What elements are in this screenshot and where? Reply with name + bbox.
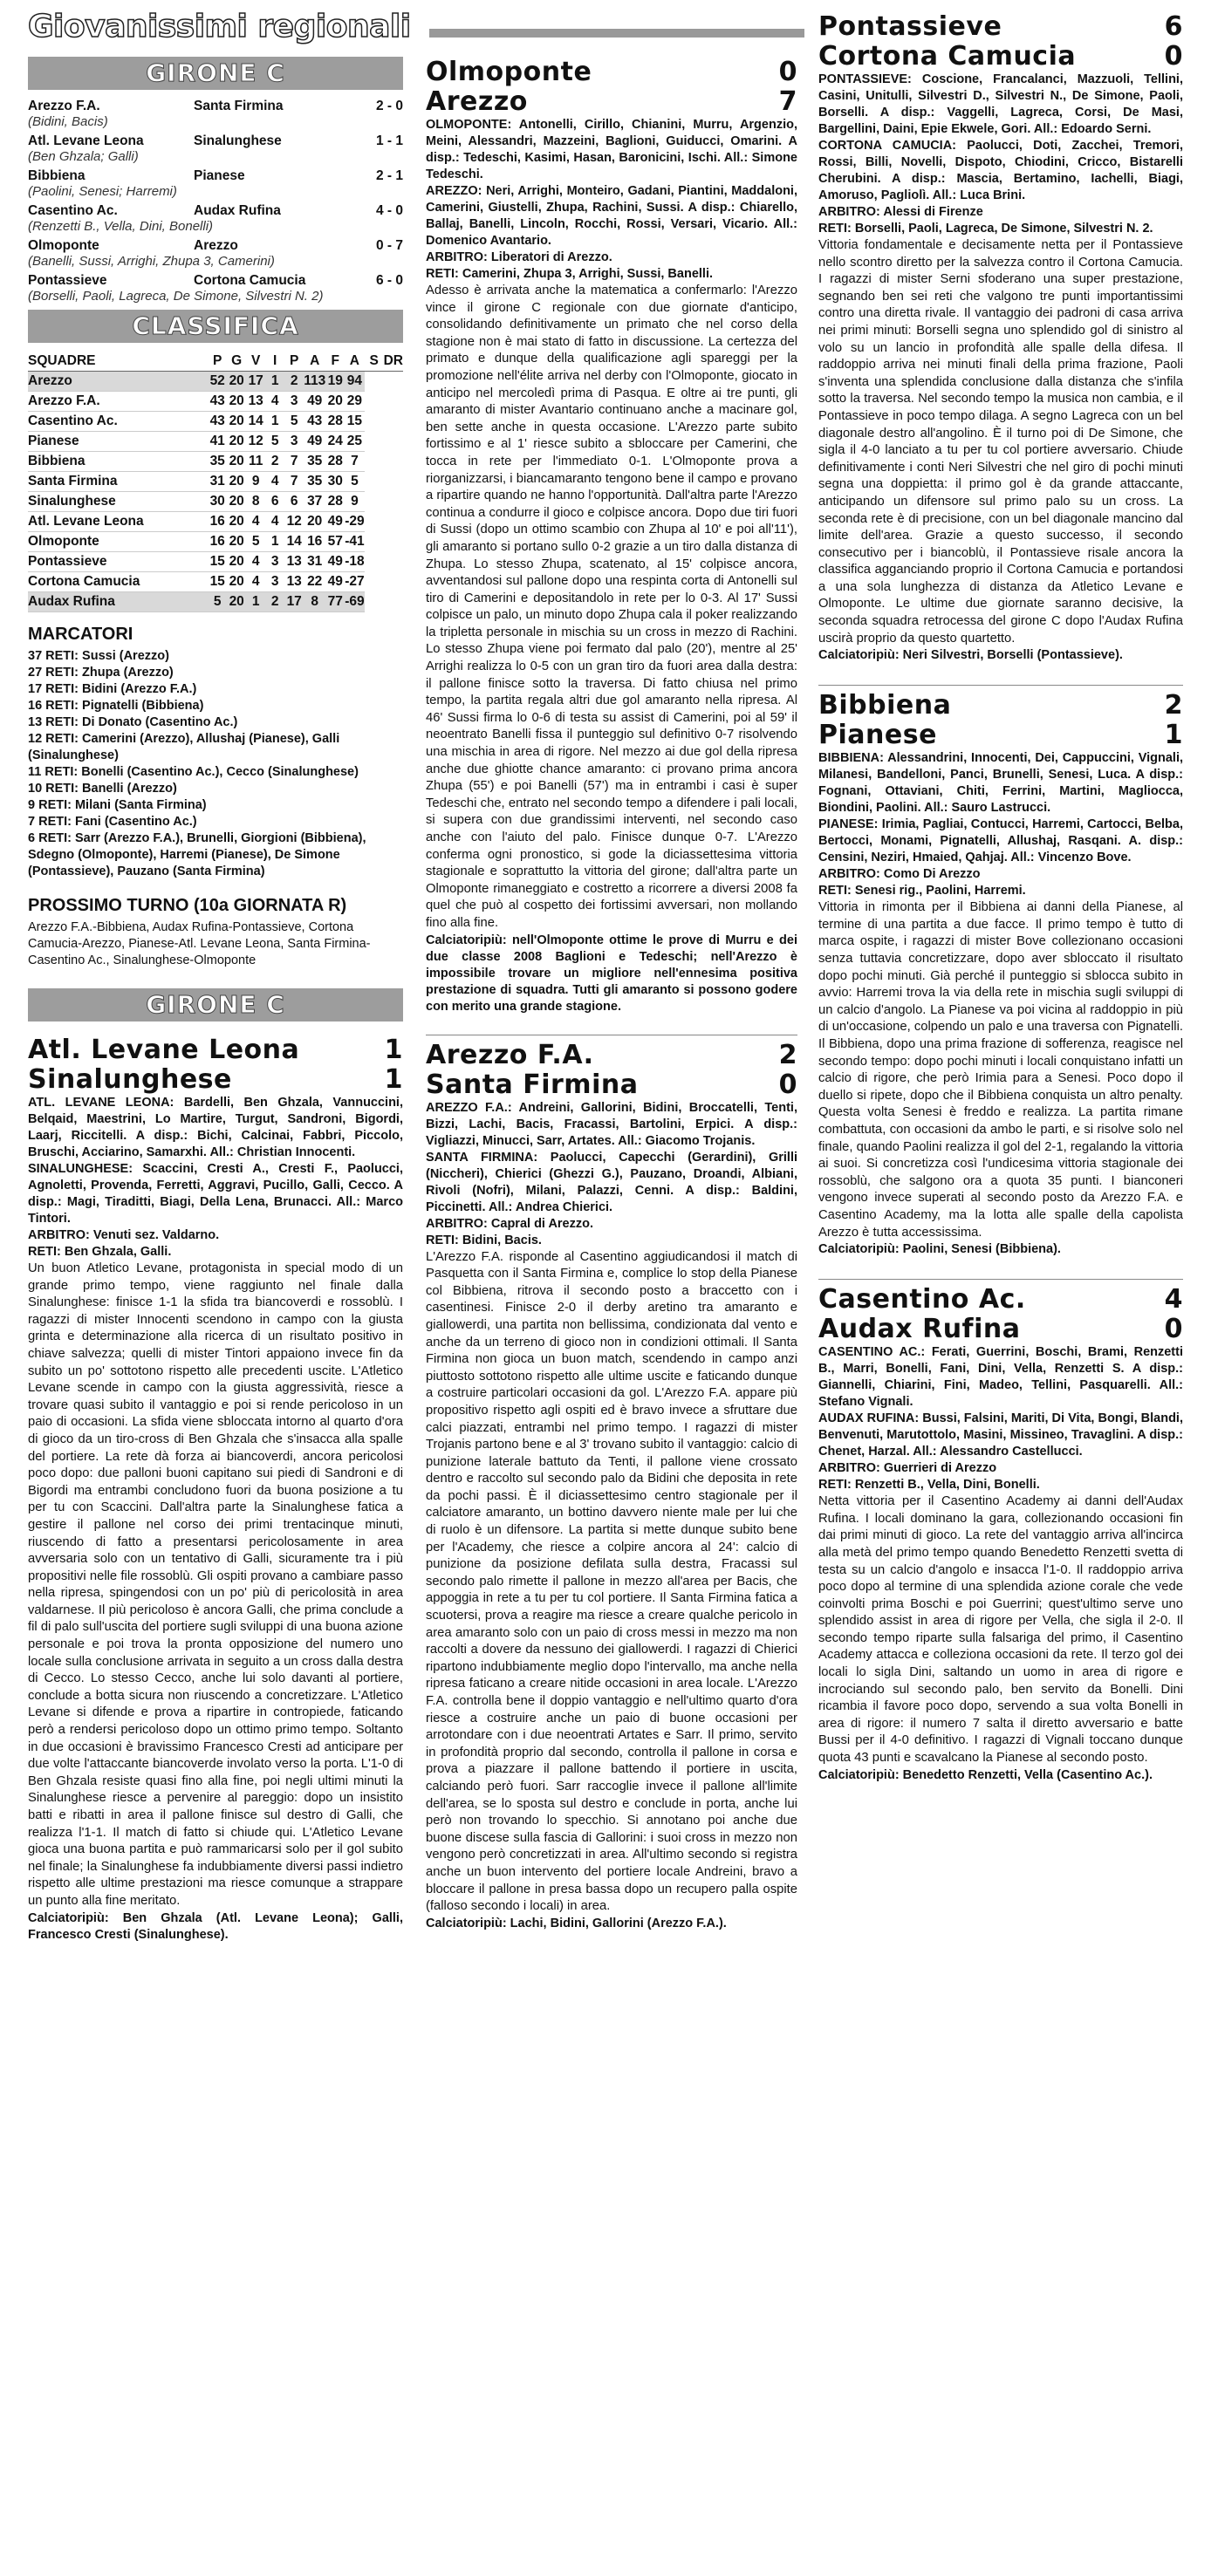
- stat-goals-for: 16: [304, 532, 325, 552]
- stat-lost: 7: [284, 472, 304, 492]
- scorers-list: [28, 648, 403, 880]
- stat-lost: 7: [284, 452, 304, 472]
- stat-played: 20: [227, 432, 246, 452]
- away-team: Pianese: [194, 168, 245, 183]
- formation-home: AREZZO F.A.: Andreini, Gallorini, Bidini, Broccatelli, Tenti, Bizzi, Lachi, Bacis, Fracassi, Bartolini, Erpici. A disp.: Vigliazzi, Minucci, Sarr, Artates. All.: Giacomo Trojanis.: [426, 1100, 797, 1148]
- stat-drawn: 4: [265, 392, 284, 412]
- standings-band: CLASSIFICA: [28, 310, 403, 343]
- home-name: Arezzo F.A.: [426, 1039, 594, 1070]
- section-rubric: Giovanissimi regionali: [28, 9, 411, 44]
- column-1: [28, 9, 411, 1944]
- referee: ARBITRO: Liberatori di Arezzo.: [426, 250, 612, 264]
- stat-drawn: 3: [265, 572, 284, 592]
- match-away: [818, 42, 1183, 72]
- stat-played: 20: [227, 512, 246, 532]
- stat-goals-for: 37: [304, 492, 325, 512]
- result-row: [28, 168, 403, 200]
- stat-goals-for: 20: [304, 512, 325, 532]
- goals: RETI: Borselli, Paoli, Lagreca, De Simone, Silvestri N. 2.: [818, 222, 1153, 236]
- scorers: (Borselli, Paoli, Lagreca, De Simone, Silvestri N. 2): [28, 289, 324, 304]
- stat-drawn: 4: [265, 512, 284, 532]
- scorer-line: 13 RETI: Di Donato (Casentino Ac.): [28, 715, 238, 729]
- match-away: [426, 87, 797, 117]
- best-players: Calciatoripiù: Benedetto Renzetti, Vella (Casentino Ac.).: [818, 1767, 1153, 1782]
- result-row: [28, 238, 403, 270]
- away-score: 1: [1164, 720, 1183, 751]
- stat-played: 20: [227, 552, 246, 572]
- standings-table: [28, 352, 403, 612]
- team-points: 15: [208, 572, 227, 592]
- stat-goals-for: 35: [304, 452, 325, 472]
- match-report: Un buon Atletico Levane, protagonista in special modo di un grande primo tempo, viene raggiunto nel finale dalla Sinalunghese: finisce 1-1 la sfida tra biancoverdi e rossoblù. I ragazzi di mister Innocenti scendono in campo con la giusta grinta e determinazione alla ricerca di un risultato positivo in chiave salvezza; quelli di mister Tintori appaiono invece fin da subito un po' sottotono rispetto alle precedenti uscite. L'Atletico Levane scende in campo con la giusta aggressività, riesce a trovare quasi subito il vantaggio e poi si rende pericoloso in un paio di occasioni. La sfida viene sbloccata intorno al quarto d'ora di gioco da un tiro-cross di Ben Ghzala che s'insacca alla spalle del portiere. La rete dà forza ai biancoverdi, ancora pericolosi poco dopo: due palloni buoni capitano sui piedi di Sandroni e di Bigordi ma entrambi concludono fuori da buona posizione a tu per tu con Scaccini. Dall'altra parte la Sinalunghese fatica a gestire il pallone nel corso dei primi trentacinque minuti, riuscendo di fatto a presentarsi pericolosamente in area avversaria solo con un tentativo di Galli, sicuramente tra i più propositivi nelle file rossoblù. Gli ospiti provano a cambiare passo nella ripresa, spingendosi con un po' più di pericolosità in area valdarnese. Il più pericoloso è ancora Galli, che prima conclude a fil di palo sull'uscita del portiere sugli sviluppi di una buona azione personale e poi trova la pronta opposizione del numero uno locale sulla conclusione arrivata in seguito a un cross dalla destra di Cecco. Lo stesso Cecco, anche lui solo davanti al portiere, conclude a botta sicura non riuscendo a concretizzare. L'Atletico Levane si difende e prova a ripartire in contropiede, faticando però a rendersi pericoloso dopo un ottimo primo tempo. Soltanto in due occasioni è bravissimo Francesco Cresti ad anticipare per due volte l'attaccante biancoverde involato verso la porta. L'1-0 di Ben Ghzala resiste quasi fino alla fine, poi negli ultimi minuti la Sinalunghese riesce a pervenire al pareggio: dopo un insistito batti e ribatti in area il pallone finisce sul destro di Galli, che realizza l'1-1. Il match di fatto si chiude qui. L'Atletico Levane gioca una buona partita e può rammaricarsi solo per il gol subito nel finale; la Sinalunghese fa indubbiamente diversi passi indietro rispetto alle ultime prestazioni ma riesce comunque a strappare un punto alla fine meritato.: [28, 1261, 403, 1908]
- home-team: Arezzo F.A.: [28, 99, 100, 113]
- match-report: Vittoria fondamentale e decisamente netta per il Pontassieve nello scontro diretto per la salvezza contro il Cortona Camucia. I ragazzi di mister Serni sfoderano una super prestazione, segnando ben sei reti che valgono tre punti importantissimi contro una diretta rivale. Il vantaggio dei padroni di casa arriva nei primi minuti: Borselli segna uno splendido gol di sinistro al volo su un lancio in profondità alle spalle della difesa. Il raddoppio arriva nei minuti finali della prima frazione, Paoli s'inventa una splendida conclusione dalla distanza che s'infila sotto la traversa. Nel secondo tempo la musica non cambia, e il Pontassieve in poco tempo dilaga. A segno Lagreca con un bel diagonale destro all'angolino. È il turno poi di De Simone, che sigla il 4-0 lanciato a tu per tu col portiere avversario. Chiude definitivamente i conti Neri Silvestri che nel giro di pochi minuti segna una doppietta: il primo gol è da grande attaccante, anticipando un difensore sul primo palo su un cross. La seconda rete è di precisione, con un bel diagonale mancino dal limite dell'area. Grazie a questo successo, il secondo consecutivo per i biancoblù, il Pontassieve risale ancora la classifica agganciando proprio il Cortona Camucia e portandosi a una sola lunghezza di distanza da Atletico Levane e Olmoponte. Le ultime due giornate saranno decisive, la seconda squadra retrocessa del girone C dopo l'Audax Rufina uscirà proprio da questo quartetto.: [818, 238, 1183, 646]
- formation-away: SINALUNGHESE: Scaccini, Cresti A., Cresti F., Paolucci, Agnoletti, Provenda, Ferretti, Aggravi, Pucillo, Galli, Cecco. A disp.: Magi, Tiraditti, Biagi, Della Lena, Brunacci. All.: Marco Tintori.: [28, 1162, 403, 1226]
- stat-drawn: 2: [265, 452, 284, 472]
- home-score: 1: [384, 1035, 403, 1065]
- standings-row: [28, 432, 403, 452]
- stat-goals-against: 28: [325, 412, 345, 432]
- stat-goals-for: 8: [304, 592, 325, 612]
- standings-row: [28, 552, 403, 572]
- away-name: Arezzo: [426, 86, 528, 117]
- stat-goal-diff: -69: [345, 592, 364, 612]
- stat-goals-against: 28: [325, 492, 345, 512]
- away-team: Santa Firmina: [194, 99, 284, 113]
- match-report: Netta vittoria per il Casentino Academy ai danni dell'Audax Rufina. I locali dominano la gara, collezionando occasioni fin dai primi minuti di gioco. La rete del vantaggio arriva all'incirca alla metà del primo tempo quando Benedetto Renzetti svetta di testa su un calcio d'angolo e insacca l'1-0. Il raddoppio arriva poco dopo al termine di una splendida azione corale che vede coinvolti prima Boschi e poi Guerrini; quest'ultimo serve uno splendido assist in area di rigore per Vella, che sigla il 2-0. Il secondo tempo riparte sulla falsariga del primo, il Casentino Academy attacca e colleziona occasioni da rete. Il terzo gol dei locali lo sigla Dini, saltando un uomo in area di rigore e incrociando sul secondo palo, ben servito da Bonelli. Dini ricambia il favore poco dopo, servendo a sua volta Bonelli in area di rigore: il numero 7 salta il diretto avversario e batte Bussi per il 4-0 definitivo. I ragazzi di Vignali toccano dunque quota 43 punti e scavalcano la Pianese al secondo posto.: [818, 1494, 1183, 1766]
- standings-row: [28, 572, 403, 592]
- scorer-line: 9 RETI: Milani (Santa Firmina): [28, 798, 207, 812]
- standings-row: [28, 372, 403, 392]
- away-team: Cortona Camucia: [194, 273, 306, 288]
- team-name: Santa Firmina: [28, 472, 208, 492]
- referee: ARBITRO: Como Di Arezzo: [818, 867, 981, 882]
- standings-row: [28, 452, 403, 472]
- scorers-title: MARCATORI: [28, 625, 133, 644]
- stat-lost: 17: [284, 592, 304, 612]
- scorer-line: 17 RETI: Bidini (Arezzo F.A.): [28, 682, 197, 696]
- match-home: [818, 12, 1183, 42]
- stat-goals-for: 35: [304, 472, 325, 492]
- match-home: [818, 691, 1183, 721]
- col-s: S: [365, 352, 384, 372]
- stat-goals-for: 113: [304, 372, 325, 392]
- home-name: Casentino Ac.: [818, 1284, 1026, 1315]
- team-points: 15: [208, 552, 227, 572]
- team-points: 41: [208, 432, 227, 452]
- score: 2 - 0: [375, 99, 403, 113]
- stat-goals-against: 20: [325, 392, 345, 412]
- match-home: [426, 1041, 797, 1070]
- standings-row: [28, 512, 403, 532]
- away-score: 1: [384, 1064, 403, 1095]
- scorers: (Paolini, Senesi; Harremi): [28, 184, 177, 199]
- stat-lost: 14: [284, 532, 304, 552]
- stat-won: 17: [246, 372, 265, 392]
- stat-goal-diff: 25: [345, 432, 364, 452]
- stat-goals-against: 24: [325, 432, 345, 452]
- col-squadre: SQUADRE: [28, 352, 208, 372]
- scorer-line: 11 RETI: Bonelli (Casentino Ac.), Cecco (Sinalunghese): [28, 765, 359, 779]
- stat-drawn: 6: [265, 492, 284, 512]
- standings-row: [28, 472, 403, 492]
- referee: ARBITRO: Capral di Arezzo.: [426, 1216, 594, 1231]
- away-name: Santa Firmina: [426, 1069, 639, 1100]
- col-p: P: [208, 352, 227, 372]
- stat-goal-diff: 7: [345, 452, 364, 472]
- scorer-line: 16 RETI: Pignatelli (Bibbiena): [28, 699, 204, 713]
- stat-won: 4: [246, 572, 265, 592]
- standings-row: [28, 532, 403, 552]
- goals: RETI: Ben Ghzala, Galli.: [28, 1245, 172, 1259]
- formation-away: AUDAX RUFINA: Bussi, Falsini, Mariti, Di Vita, Bongi, Blandi, Benvenuti, Marutottolo, Masini, Missineo, Travaglini. A disp.: Chenet, Harzal. All.: Alessandro Castellucci.: [818, 1411, 1183, 1459]
- match-arezzofa-santafirmina: [426, 1035, 797, 1932]
- away-score: 0: [1164, 1314, 1183, 1345]
- stat-played: 20: [227, 392, 246, 412]
- scorers: (Renzetti B., Vella, Dini, Bonelli): [28, 219, 214, 234]
- stat-goal-diff: 29: [345, 392, 364, 412]
- scorer-line: 6 RETI: Sarr (Arezzo F.A.), Brunelli, Giorgioni (Bibbiena), Sdegno (Olmoponte), Harremi (Pianese), De Simone (Pontassieve), Pauzano (Santa Firmina): [28, 831, 366, 878]
- stat-lost: 13: [284, 572, 304, 592]
- team-points: 16: [208, 512, 227, 532]
- score: 1 - 1: [375, 133, 403, 148]
- result-row: [28, 273, 403, 304]
- formation-away: CORTONA CAMUCIA: Paolucci, Doti, Zacchei, Tremori, Rossi, Billi, Novelli, Dispoto, Chiodini, Cricco, Bistarelli Cherubini. A disp.: Mascia, Bertamino, Iachelli, Biagi, Amoruso, Pagliolì. All.: Luca Brini.: [818, 139, 1183, 202]
- stat-drawn: 1: [265, 412, 284, 432]
- result-row: [28, 99, 403, 130]
- formation-home: BIBBIENA: Alessandrini, Innocenti, Dei, Cappuccini, Vignali, Milanesi, Bandelloni, Panci, Brunelli, Senesi, Luca. A disp.: Fognani, Ottaviani, Chiti, Ferrini, Martini, Magliocca, Biondini, Paolini. All.: Sauro Lastrucci.: [818, 751, 1183, 816]
- away-score: 7: [778, 86, 797, 117]
- away-score: 0: [1164, 41, 1183, 72]
- stat-drawn: 1: [265, 532, 284, 552]
- col-i: I: [265, 352, 284, 372]
- stat-lost: 2: [284, 372, 304, 392]
- team-name: Bibbiena: [28, 452, 208, 472]
- team-name: Audax Rufina: [28, 592, 208, 612]
- formation-away: SANTA FIRMINA: Paolucci, Capecchi (Gerardini), Grilli (Niccheri), Chierici (Ghezzi G.), Pauzano, Droandi, Albiani, Rivoli (Nofri), Milani, Palazzi, Cenni. A disp.: Baldini, Piccinetti. All.: Andrea Chierici.: [426, 1150, 797, 1214]
- stat-lost: 12: [284, 512, 304, 532]
- stat-goals-against: 57: [325, 532, 345, 552]
- standings-row: [28, 392, 403, 412]
- away-team: Sinalunghese: [194, 133, 282, 148]
- stat-goal-diff: -18: [345, 552, 364, 572]
- match-home: [818, 1285, 1183, 1315]
- team-name: Arezzo: [28, 372, 208, 392]
- stat-played: 20: [227, 592, 246, 612]
- results-band: GIRONE C: [28, 57, 403, 90]
- home-name: Olmoponte: [426, 57, 592, 87]
- stat-goals-against: 49: [325, 572, 345, 592]
- goals: RETI: Camerini, Zhupa 3, Arrighi, Sussi, Banelli.: [426, 267, 713, 281]
- stat-played: 20: [227, 532, 246, 552]
- goals: RETI: Senesi rig., Paolini, Harremi.: [818, 884, 1026, 899]
- stat-drawn: 5: [265, 432, 284, 452]
- home-team: Atl. Levane Leona: [28, 133, 144, 148]
- stat-goals-against: 77: [325, 592, 345, 612]
- match-casentino-audax: [818, 1279, 1183, 1784]
- stat-won: 1: [246, 592, 265, 612]
- formation-away: PIANESE: Irimia, Pagliai, Contucci, Harremi, Cartocci, Belba, Bertocci, Monami, Pignatelli, Allushaj, Rasqani. A. disp.: Censini, Neziri, Hmaied, Qahjaj. All.: Vincenzo Bove.: [818, 817, 1183, 865]
- score: 6 - 0: [375, 273, 403, 288]
- away-team: Audax Rufina: [194, 203, 281, 218]
- referee: ARBITRO: Venuti sez. Valdarno.: [28, 1228, 220, 1242]
- standings-row: [28, 412, 403, 432]
- stat-goals-against: 49: [325, 552, 345, 572]
- col-g: G: [227, 352, 246, 372]
- stat-goal-diff: 5: [345, 472, 364, 492]
- match-away: [426, 1070, 797, 1100]
- team-points: 30: [208, 492, 227, 512]
- standings-body: [28, 372, 403, 612]
- match-report: Adesso è arrivata anche la matematica a confermarlo: l'Arezzo vince il girone C regionale con due giornate d'anticipo, consolidando definitivamente un primato che nel corso della stagione non è mai stato di fatto in discussione. La certezza del primato e dunque della qualificazione agli spareggi per la promozione nell'élite arriva nel derby con l'Olmoponte, giocato in anticipo nel mercoledì prima di Pasqua. E oltre ai tre punti, gli amaranto di mister Avantario continuano anche a macinare gol, ben sette anche in questa occasione. L'Arezzo parte subito fortissimo e al 1' riesce subito a sbloccare per Camerini, che tocca in rete per l'immediato 0-1. L'Olmoponte prova a riorganizzarsi, i biancamaranto tengono bene il campo e provano a ripartire quando ne hanno l'opportunità. Dall'altra parte l'Arezzo continua a condurre il gioco e colpisce ancora. Dopo due tiri fuori di Sussi (dopo un ottimo scambio con Zhupa al 10' e poi all'11'), gli amaranto si portano sullo 0-2 grazie a un tiro dalla distanza di Zhupa. Lo stesso Zhupa, scatenato, al 15' colpisce ancora, avventandosi sul pallone dopo una respinta corta di Antonelli sul tiro di Camerini e depositandolo in rete per lo 0-3. Al 17' Sussi colpisce un palo, un minuto dopo Zhupa cala il poker realizzando la tripletta personale in mischia su un cross in mezzo di Rachini. Lo stesso Zhupa viene poi fermato dal palo (20'), mentre al 25' Arrighi realizza lo 0-5 con un gran tiro da fuori area dalla destra: il pallone finisce sotto la traversa. Di fatto chiusa nel primo tempo, la partita regala altri due gol amaranto nella ripresa. Al 46' Sussi firma lo 0-6 di testa su assist di Camerini, poi al 59' il neoentrato Banelli fissa il punteggio sul definitivo 0-7 risolvendo una mischia in area di rigore. Nel mezzo ai due gol della ripresa anche due ghiotte chance amaranto: ci provano prima ancora Zhupa (55') e poi Banelli (57') ma in entrambi i casi è super Tedeschi che, entrato nel secondo tempo a difendere i pali locali, si supera con due grandissimi interventi, nel secondo caso anche con l'aiuto del palo. Finisce dunque 0-7. L'Arezzo conferma ogni pronostico, si gode la diciassettesima vittoria stagionale e soprattutto la vittoria del girone; dall'altra parte un Olmoponte rimaneggiato e costretto a ricorrere a diversi 2008 fa quel che può al cospetto dei fortissimi avversari, non mollando fino alla fine.: [426, 284, 797, 930]
- stat-goals-for: 49: [304, 392, 325, 412]
- stat-goal-diff: 9: [345, 492, 364, 512]
- stat-played: 20: [227, 372, 246, 392]
- home-score: 2: [1164, 690, 1183, 721]
- team-points: 31: [208, 472, 227, 492]
- match-bibbiena-pianese: [818, 685, 1183, 1258]
- scorer-line: 10 RETI: Banelli (Arezzo): [28, 782, 177, 796]
- scorer-line: 12 RETI: Camerini (Arezzo), Allushaj (Pianese), Galli (Sinalunghese): [28, 732, 340, 762]
- match-olmoponte-arezzo: [426, 52, 797, 1015]
- standings-row: [28, 492, 403, 512]
- scorers: (Banelli, Sussi, Arrighi, Zhupa 3, Camerini): [28, 254, 275, 269]
- match-home: [426, 58, 797, 87]
- home-name: Atl. Levane Leona: [28, 1035, 300, 1065]
- stat-lost: 5: [284, 412, 304, 432]
- stat-drawn: 1: [265, 372, 284, 392]
- stat-lost: 6: [284, 492, 304, 512]
- score: 4 - 0: [375, 203, 403, 218]
- team-points: 16: [208, 532, 227, 552]
- team-name: Sinalunghese: [28, 492, 208, 512]
- team-name: Arezzo F.A.: [28, 392, 208, 412]
- team-name: Cortona Camucia: [28, 572, 208, 592]
- home-team: Bibbiena: [28, 168, 86, 183]
- score: 0 - 7: [375, 238, 403, 253]
- team-points: 35: [208, 452, 227, 472]
- referee: ARBITRO: Guerrieri di Arezzo: [818, 1461, 997, 1476]
- scorer-line: 7 RETI: Fani (Casentino Ac.): [28, 815, 197, 829]
- stat-goal-diff: 94: [345, 372, 364, 392]
- best-players: Calciatoripiù: Ben Ghzala (Atl. Levane Leona); Galli, Francesco Cresti (Sinalunghese).: [28, 1910, 403, 1942]
- team-name: Casentino Ac.: [28, 412, 208, 432]
- result-row: [28, 133, 403, 165]
- stat-drawn: 2: [265, 592, 284, 612]
- stat-goals-against: 28: [325, 452, 345, 472]
- stat-goals-for: 49: [304, 432, 325, 452]
- home-team: Pontassieve: [28, 273, 107, 288]
- stat-won: 11: [246, 452, 265, 472]
- stat-played: 20: [227, 452, 246, 472]
- team-points: 5: [208, 592, 227, 612]
- away-score: 0: [778, 1069, 797, 1100]
- scorers: (Bidini, Bacis): [28, 114, 108, 129]
- away-team: Arezzo: [194, 238, 238, 253]
- col-f: F: [325, 352, 345, 372]
- stat-goal-diff: -27: [345, 572, 364, 592]
- stat-won: 14: [246, 412, 265, 432]
- home-team: Olmoponte: [28, 238, 99, 253]
- stat-goal-diff: -29: [345, 512, 364, 532]
- team-points: 43: [208, 392, 227, 412]
- formation-home: CASENTINO AC.: Ferati, Guerrini, Boschi, Brami, Renzetti B., Marri, Bonelli, Fani, Dini, Vella, Renzetti S. A disp.: Giannelli, Chiarini, Fini, Madeo, Tellini, Pasquarelli. All.: Stefano Vignali.: [818, 1345, 1183, 1410]
- scorer-line: 27 RETI: Zhupa (Arezzo): [28, 666, 174, 680]
- result-row: [28, 203, 403, 235]
- home-score: 0: [778, 57, 797, 87]
- match-report: Vittoria in rimonta per il Bibbiena ai danni della Pianese, al termine di una partita a due facce. Il primo tempo è tutto di marca ospite, i ragazzi di mister Bove collezionano occasioni senza tuttavia concretizzare, dopo aver sbloccato il risultato dopo pochi minuti. Già perché il punteggio si sblocca subito in avvio: Harremi trova la via della rete in mischia sugli sviluppi di un calcio d'angolo. La Pianese va poi vicina al raddoppio in più di un'occasione, colpendo un palo e una traversa con Pignatelli. Il Bibbiena, dopo una prima frazione di sofferenza, reagisce nel secondo tempo: dopo pochi minuti i locali conquistano infatti un calcio di rigore, che però Irimia para a Senesi. Poco dopo il duello si ripete, dopo che il Bibbiena conquista un altro penalty. Questa volta Senesi è freddo e realizza. La partita rimane combattuta, con occasioni da ambo le parti, e si risolve solo nel finale, quando Paolini realizza il gol del 2-1, regalando la vittoria ai suoi. Si concretizza così l'undicesima vittoria stagionale dei rossoblù, che salgono ora a quota 35 punti. I bianconeri vengono invece superati al secondo posto da Arezzo F.A. e Casentino Academy, ma la lotta alle spalle della capolista Arezzo è tutta accessissima.: [818, 900, 1183, 1240]
- best-players: Calciatoripiù: Lachi, Bidini, Gallorini (Arezzo F.A.).: [426, 1916, 727, 1930]
- col-dr: DR: [384, 352, 403, 372]
- stat-goals-for: 43: [304, 412, 325, 432]
- stat-goals-against: 19: [325, 372, 345, 392]
- score: 2 - 1: [375, 168, 403, 183]
- column-3: [818, 7, 1183, 1784]
- scorer-line: 37 RETI: Sussi (Arezzo): [28, 649, 169, 663]
- stat-played: 20: [227, 412, 246, 432]
- away-name: Pianese: [818, 720, 937, 751]
- away-name: Cortona Camucia: [818, 41, 1077, 72]
- column-2: [426, 52, 797, 1932]
- away-name: Audax Rufina: [818, 1314, 1021, 1345]
- col-a2: A: [345, 352, 364, 372]
- stat-won: 13: [246, 392, 265, 412]
- home-score: 4: [1164, 1284, 1183, 1315]
- stat-lost: 13: [284, 552, 304, 572]
- stat-lost: 3: [284, 432, 304, 452]
- formation-home: ATL. LEVANE LEONA: Bardelli, Ben Ghzala, Vannuccini, Belqaid, Maestrini, Lo Martire, Turgut, Sandroni, Bigordi, Laarj, Riccitelli. A disp.: Bichi, Calcinai, Fabbri, Piccolo, Bruschi, Acciarino, Samarxhi. All.: Christian Innocenti.: [28, 1096, 403, 1159]
- team-points: 52: [208, 372, 227, 392]
- stat-won: 5: [246, 532, 265, 552]
- next-round-title: PROSSIMO TURNO (10a GIORNATA R): [28, 896, 347, 915]
- match-pontassieve-cortona: [818, 7, 1183, 664]
- match-away: [28, 1065, 403, 1095]
- stat-played: 20: [227, 472, 246, 492]
- col-v: V: [246, 352, 265, 372]
- team-name: Pontassieve: [28, 552, 208, 572]
- match-levane-sinalunghese: [28, 1030, 403, 1944]
- stat-drawn: 3: [265, 552, 284, 572]
- formation-home: OLMOPONTE: Antonelli, Cirillo, Chianini, Murru, Argenzio, Meini, Alessandri, Mazzeini, Baglioni, Guiducci, Omarini. A disp.: Tedeschi, Kasimi, Hasan, Baronicini, Ischi. All.: Simone Tedeschi.: [426, 118, 797, 181]
- best-players: Calciatoripiù: Neri Silvestri, Borselli (Pontassieve).: [818, 648, 1123, 663]
- scorers: (Ben Ghzala; Galli): [28, 149, 139, 164]
- match-away: [818, 721, 1183, 750]
- stat-goal-diff: 15: [345, 412, 364, 432]
- stat-played: 20: [227, 572, 246, 592]
- stat-goals-for: 31: [304, 552, 325, 572]
- match-home: [28, 1035, 403, 1065]
- col-p2: P: [284, 352, 304, 372]
- referee: ARBITRO: Alessi di Firenze: [818, 205, 983, 219]
- stat-won: 12: [246, 432, 265, 452]
- match-report: L'Arezzo F.A. risponde al Casentino aggiudicandosi il match di Pasquetta con il Santa Firmina e, complice lo stop della Pianese col Bibbiena, ritrova il secondo posto a braccetto con i casentinesi. Finisce 2-0 il derby aretino tra amaranto e giallowerdi, una partita non bellissima, condizionata dal vento e anche da un terreno di gioco non in condizioni ottimali. Il Santa Firmina non gioca un buon match, scendendo in campo anzi piuttosto sottotono rispetto alle ultime uscite e faticando dunque a costruire particolari occasioni da gol. L'Arezzo F.A. appare più propositivo rispetto agli ospiti ed è bravo invece a sfruttare due calci piazzati, entrambi nel primo tempo. I ragazzi di mister Trojanis partono bene e al 3' trovano subito il vantaggio: calcio di punizione laterale battuto da Tenti, il pallone viene crossato dentro e raccolto sul secondo palo da Bidini che deposita in rete da pochi passi. È il diciassettesimo centro stagionale per il calciatore amaranto, un bottino davvero niente male per lui che di ruolo è un difensore. La partita si mette dunque subito bene per l'Academy, che riesce a colpire ancora al 24': calcio di punizione da posizione defilata sulla destra, Fracassi sul secondo palo rimette il pallone in mezzo all'area per Bacis, che appoggia in rete a tu per tu col portiere. Il Santa Firmina fatica a scuotersi, prova a reagire ma riesce a creare qualche pericolo in area amaranto solo con un paio di cross messi in mezzo ma non raccolti a dovere da nessuno dei giallowerdi. I ragazzi di Chierici ripartono indubbiamente meglio dopo l'intervallo, ma anche nella ripresa faticano a creare nitide occasioni in area locale. L'Arezzo F.A. controlla bene il doppio vantaggio e nell'ultimo quarto d'ora riesce a costruire anche un paio di buone occasioni per arrotondare con i due neoentrati Artates e Sarr. Il primo, servito in profondità proprio dal secondo, controlla il pallone in corsa e prova a piazzare il pallone battendo il portiere in uscita, calciando però fuori. Sarr raccoglie invece il pallone all'limite dell'area, se lo sposta sul destro e conclude in porta, anche lui però non trovando lo specchio. Si annotano poi anche due buone discese sulla fascia di Gallorini: i suoi cross in mezzo non vengono però concretizzati in area. All'ultimo secondo si registra anche un buon intervento del portiere locale Andreini, bravo a bloccare il pallone in presa bassa dopo un recupero palla ospite (falloso secondo i locali) in area.: [426, 1249, 797, 1914]
- goals: RETI: Bidini, Bacis.: [426, 1233, 542, 1247]
- stat-goals-against: 30: [325, 472, 345, 492]
- stat-goals-for: 22: [304, 572, 325, 592]
- team-name: Atl. Levane Leona: [28, 512, 208, 532]
- stat-won: 8: [246, 492, 265, 512]
- stat-played: 20: [227, 492, 246, 512]
- team-name: Pianese: [28, 432, 208, 452]
- home-team: Casentino Ac.: [28, 203, 118, 218]
- stat-won: 4: [246, 512, 265, 532]
- best-players: Calciatoripiù: Paolini, Senesi (Bibbiena).: [818, 1242, 1061, 1257]
- home-score: 6: [1164, 11, 1183, 42]
- stat-goal-diff: -41: [345, 532, 364, 552]
- goals: RETI: Renzetti B., Vella, Dini, Bonelli.: [818, 1478, 1040, 1493]
- col-a: A: [304, 352, 325, 372]
- formation-away: AREZZO: Neri, Arrighi, Monteiro, Gadani, Piantini, Maddaloni, Camerini, Giustelli, Zhupa, Rachini, Sussi. A disp.: Chiarello, Ballaj, Banelli, Lincoln, Rocchi, Rossi, Versari, Vicario. All.: Domenico Avantario.: [426, 184, 797, 248]
- team-points: 43: [208, 412, 227, 432]
- results-list: [28, 99, 403, 304]
- stat-won: 4: [246, 552, 265, 572]
- home-score: 2: [778, 1039, 797, 1070]
- stat-lost: 3: [284, 392, 304, 412]
- stat-drawn: 4: [265, 472, 284, 492]
- home-name: Bibbiena: [818, 690, 952, 721]
- team-name: Olmoponte: [28, 532, 208, 552]
- match-away: [818, 1315, 1183, 1344]
- girone-band: GIRONE C: [28, 988, 403, 1022]
- next-round-text: Arezzo F.A.-Bibbiena, Audax Rufina-Pontassieve, Cortona Camucia-Arezzo, Pianese-Atl. Levane Leona, Santa Firmina-Casentino Ac., Sinalunghese-Olmoponte: [28, 920, 371, 967]
- standings-row: [28, 592, 403, 612]
- stat-won: 9: [246, 472, 265, 492]
- formation-home: PONTASSIEVE: Coscione, Francalanci, Mazzuoli, Tellini, Casini, Unitulli, Silvestri D., Silvestri N., De Simone, Paoli, Borselli. A disp.: Vaggelli, Lagreca, Corsi, De Masi, Bargellini, Daini, Epie Ekwele, Gori. All.: Edoardo Serni.: [818, 72, 1183, 136]
- away-name: Sinalunghese: [28, 1064, 232, 1095]
- best-players: Calciatoripiù: nell'Olmoponte ottime le prove di Murru e dei due classe 2008 Baglioni e Tedeschi; nell'Arezzo è impossibile trovare un migliore nell'ennesima positiva prestazione di squadra. Tutti gli amaranto si possono godere con merito una grande stagione.: [426, 933, 797, 1014]
- standings-header: [28, 352, 403, 372]
- stat-goals-against: 49: [325, 512, 345, 532]
- home-name: Pontassieve: [818, 11, 1002, 42]
